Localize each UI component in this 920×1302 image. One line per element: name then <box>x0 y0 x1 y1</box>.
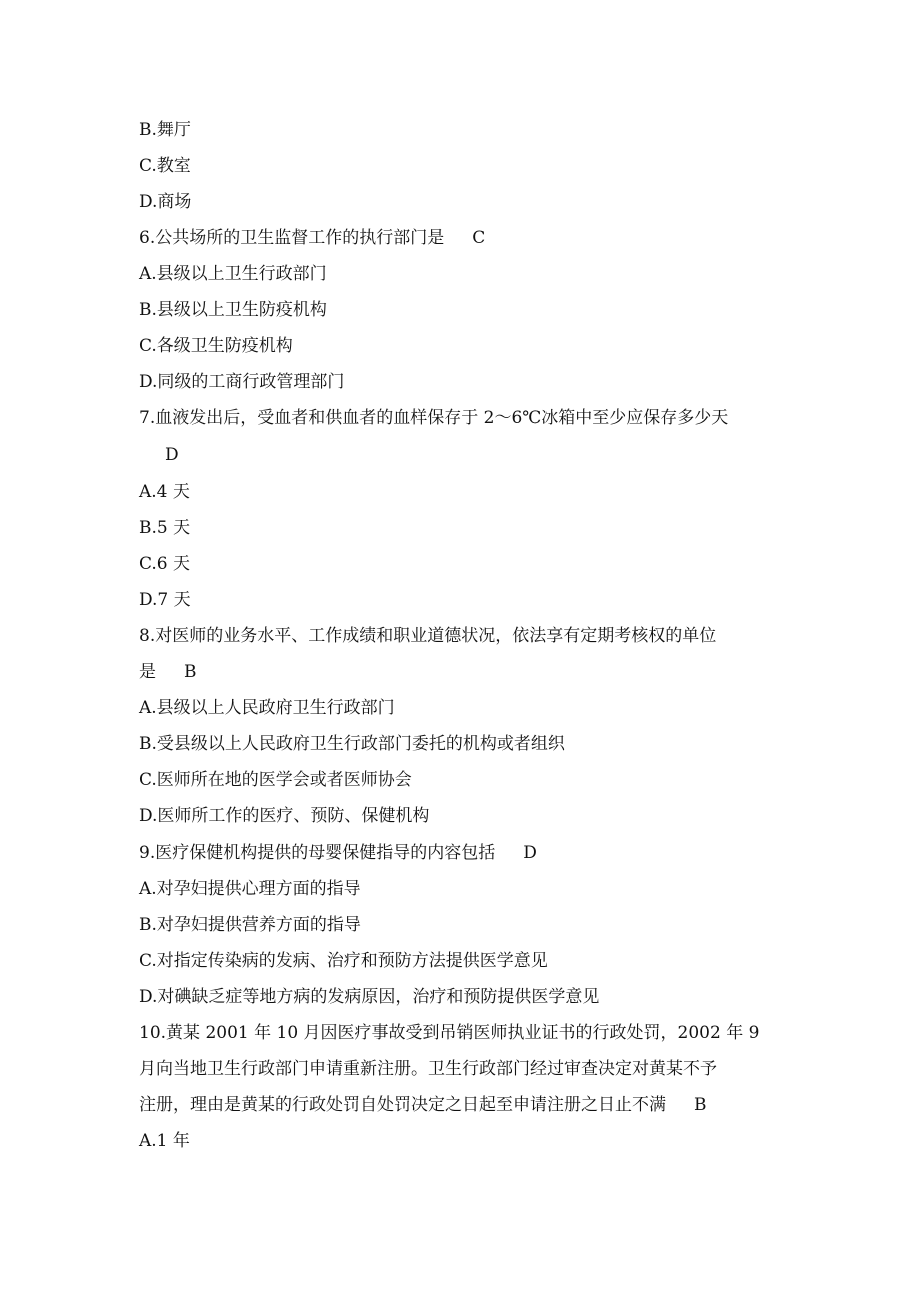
option-d-line: D.7 天 <box>139 590 191 610</box>
question-8-continuation: 是 B <box>139 662 197 682</box>
question-6-answer: C <box>472 228 486 248</box>
question-9-answer: D <box>523 843 537 863</box>
question-10-line: 10.黄某 2001 年 10 月因医疗事故受到吊销医师执业证书的行政处罚，2002 年 9 <box>139 1023 760 1043</box>
option-a-line: A.1 年 <box>139 1131 190 1151</box>
option-d-line: D.对碘缺乏症等地方病的发病原因，治疗和预防提供医学意见 <box>139 987 600 1007</box>
option-b-line: B.受县级以上人民政府卫生行政部门委托的机构或者组织 <box>139 734 565 754</box>
option-b-line: B.舞厅 <box>139 120 191 140</box>
option-c-line: C.医师所在地的医学会或者医师协会 <box>139 770 412 790</box>
option-a-line: A.对孕妇提供心理方面的指导 <box>139 879 361 899</box>
option-c-line: C.教室 <box>139 156 191 176</box>
option-c-line: C.各级卫生防疫机构 <box>139 336 293 356</box>
option-a-line: A.县级以上卫生行政部门 <box>139 264 327 284</box>
question-7-answer: D <box>165 445 179 465</box>
option-d-line: D.医师所工作的医疗、预防、保健机构 <box>139 806 430 826</box>
option-b-line: B.县级以上卫生防疫机构 <box>139 300 327 320</box>
question-8-answer: B <box>184 662 197 682</box>
question-7-line: 7.血液发出后，受血者和供血者的血样保存于 2～6℃冰箱中至少应保存多少天 <box>139 408 729 428</box>
question-9-line: 9.医疗保健机构提供的母婴保健指导的内容包括 D <box>139 843 537 863</box>
question-10-continuation: 注册，理由是黄某的行政处罚自处罚决定之日起至申请注册之日止不满 B <box>139 1095 707 1115</box>
question-10-answer: B <box>694 1095 707 1115</box>
option-a-line: A.4 天 <box>139 482 190 502</box>
option-c-line: C.对指定传染病的发病、治疗和预防方法提供医学意见 <box>139 951 548 971</box>
option-d-line: D.商场 <box>139 192 192 212</box>
question-8-line: 8.对医师的业务水平、工作成绩和职业道德状况，依法享有定期考核权的单位 <box>139 626 717 646</box>
option-b-line: B.对孕妇提供营养方面的指导 <box>139 915 361 935</box>
question-6-line: 6.公共场所的卫生监督工作的执行部门是 C <box>139 228 486 248</box>
option-a-line: A.县级以上人民政府卫生行政部门 <box>139 698 395 718</box>
option-d-line: D.同级的工商行政管理部门 <box>139 372 345 392</box>
question-10-continuation: 月向当地卫生行政部门申请重新注册。卫生行政部门经过审查决定对黄某不予 <box>139 1059 717 1079</box>
option-b-line: B.5 天 <box>139 518 191 538</box>
option-c-line: C.6 天 <box>139 554 191 574</box>
